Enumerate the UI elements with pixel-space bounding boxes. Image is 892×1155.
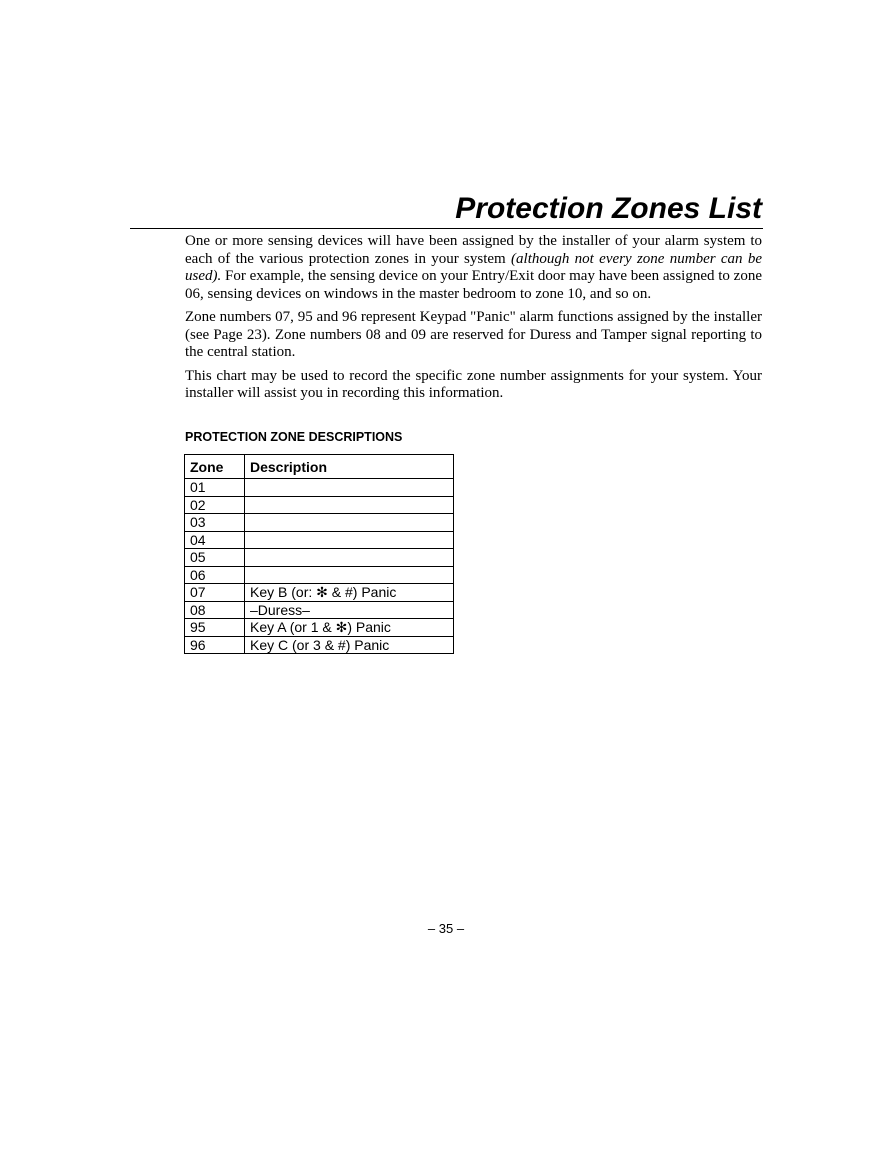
panic-zones-paragraph: Zone numbers 07, 95 and 96 represent Keypad "Panic" alarm functions assigned by the installer (see Page 23). Zone numbers 08 and 09 are reserved for Duress and Tamper signal reporting to the central station. [185,309,762,360]
table-header-row [185,455,454,479]
table-row [185,496,454,514]
table-row [185,479,454,497]
intro-paragraph [185,233,762,303]
description-column-header: Description [245,455,454,479]
zone-description-cell [245,566,454,584]
zone-description-cell [245,549,454,567]
zone-description-cell [245,514,454,532]
table-row [185,566,454,584]
page-title: Protection Zones List [455,192,762,225]
body-text [185,233,762,409]
zone-description-cell: Key A (or 1 & ✻) Panic [245,619,454,637]
zone-number-cell: 02 [185,496,245,514]
zone-number-cell: 95 [185,619,245,637]
zone-descriptions-table [184,454,454,654]
intro-example-text: For example, the sensing device on your Entry/Exit door may have been assigned to zone 06, sensing devices on windows in the master bedroom to zone 10, and so on. [185,268,762,302]
page-number: – 35 – [427,921,465,936]
zone-number-cell: 06 [185,566,245,584]
title-rule [130,228,763,229]
zone-number-cell: 03 [185,514,245,532]
table-row [185,619,454,637]
table-row [185,514,454,532]
zone-number-cell: 08 [185,601,245,619]
section-heading: PROTECTION ZONE DESCRIPTIONS [185,430,403,444]
zone-number-cell: 05 [185,549,245,567]
intro-italic-note: (although not every zone number can be used). [185,250,763,284]
zone-description-cell: –Duress– [245,601,454,619]
zone-number-cell: 96 [185,636,245,654]
table-row [185,549,454,567]
zone-description-cell [245,479,454,497]
zone-description-cell: Key C (or 3 & #) Panic [245,636,454,654]
chart-usage-paragraph: This chart may be used to record the specific zone number assignments for your system. Your installer will assist you in recording this information. [185,367,762,401]
zone-description-cell: Key B (or: ✻ & #) Panic [245,584,454,602]
table-row [185,636,454,654]
zone-description-cell [245,531,454,549]
zone-rows [185,479,454,654]
zone-number-cell: 01 [185,479,245,497]
table-row [185,531,454,549]
zone-number-cell: 07 [185,584,245,602]
zone-number-cell: 04 [185,531,245,549]
zone-description-cell [245,496,454,514]
intro-text: One or more sensing devices will have been assigned by the installer of your alarm system to each of the various protection zones in your system [185,233,762,267]
table-row [185,601,454,619]
zone-column-header: Zone [185,455,245,479]
table-row [185,584,454,602]
